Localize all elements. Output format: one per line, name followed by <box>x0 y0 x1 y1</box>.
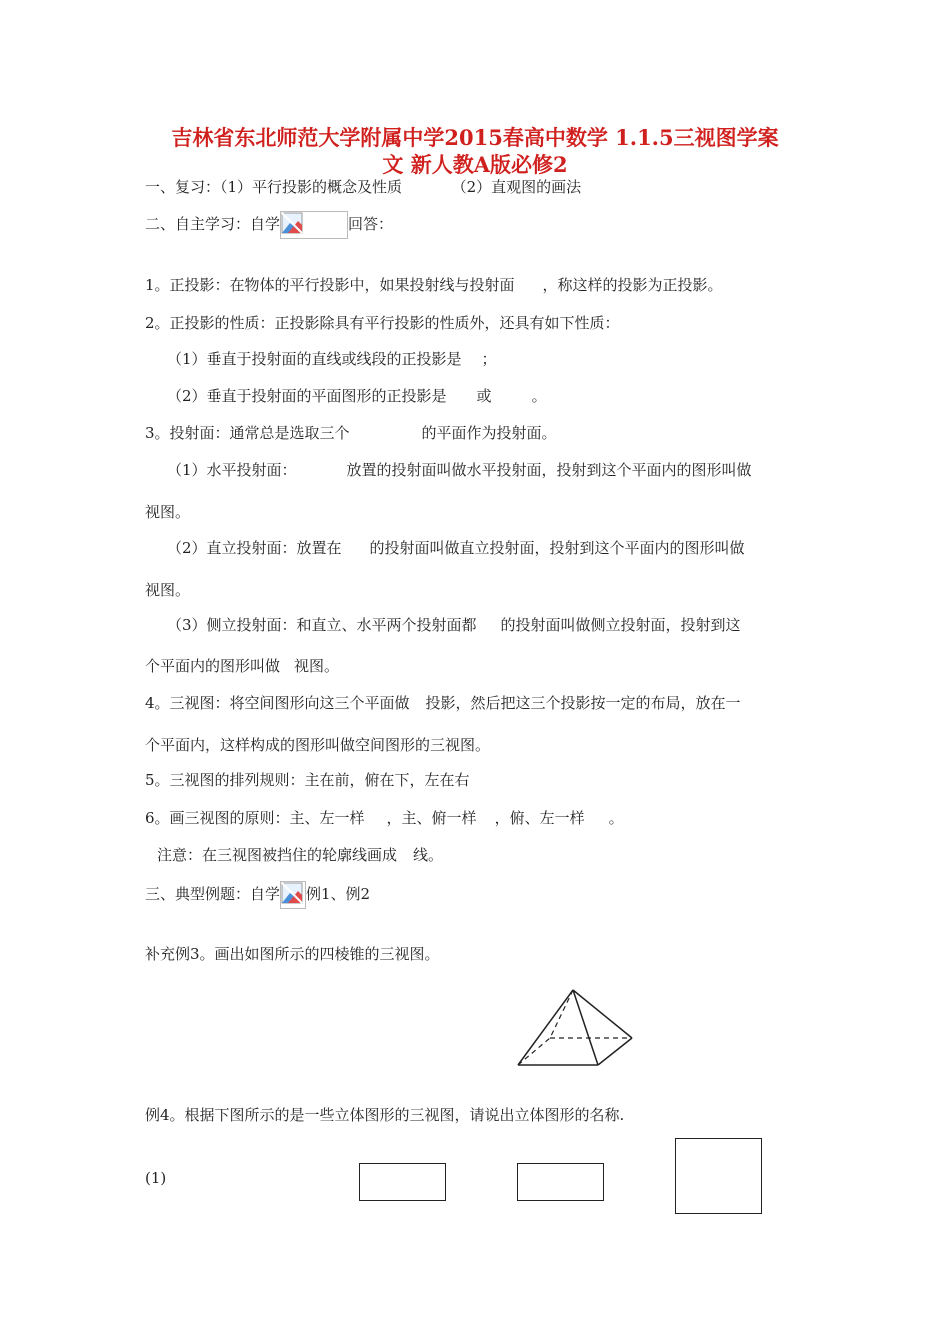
p3-1-text-a: （1）水平投射面： <box>167 461 297 479</box>
p2-1-text-b: ； <box>481 350 497 368</box>
examples-ref: 例1、例2 <box>306 885 371 903</box>
pyramid-figure <box>510 985 640 1075</box>
self-study-answer: 回答： <box>348 215 394 233</box>
review-label: 一、复习：（1）平行投影的概念及性质 <box>145 178 403 196</box>
broken-image-icon <box>280 211 348 239</box>
paragraph-4-cont: 个平面内，这样构成的图形叫做空间图形的三视图。 <box>145 736 491 754</box>
p6-text-d: 。 <box>608 809 624 827</box>
p4-text-a: 4。三视图：将空间图形向这三个平面做 <box>145 694 410 712</box>
note-line <box>157 845 443 865</box>
note-text-b: 线。 <box>413 846 444 864</box>
paragraph-5: 5。三视图的排列规则：主在前，俯在下，左在右 <box>145 771 470 789</box>
review-line <box>145 177 581 197</box>
p6-text-b: ，主、俯一样 <box>386 809 477 827</box>
p6-text-c: ，俯、左一样 <box>494 809 585 827</box>
paragraph-3-1 <box>167 460 752 480</box>
example-4-1-label: (1) <box>145 1169 167 1187</box>
front-view-rectangle <box>359 1163 446 1201</box>
p3-2-text-a: （2）直立投射面：放置在 <box>167 539 342 557</box>
self-study-line <box>145 210 393 239</box>
paragraph-3-2-cont: 视图。 <box>145 581 191 599</box>
document-title-line1: 吉林省东北师范大学附属中学2015春高中数学 1.1.5三视图学案 <box>171 125 779 150</box>
review-item-2: （2）直观图的画法 <box>451 178 582 196</box>
p3-3-text-b: 的投射面叫做侧立投射面，投射到这 <box>500 616 741 634</box>
paragraph-2-2 <box>167 386 547 406</box>
paragraph-6 <box>145 808 624 828</box>
p4-text-b: 投影，然后把这三个投影按一定的布局，放在一 <box>425 694 741 712</box>
paragraph-3-3-cont <box>145 656 339 676</box>
p3-2-text-b: 的投射面叫做直立投射面，投射到这个平面内的图形叫做 <box>369 539 745 557</box>
p6-text-a: 6。画三视图的原则：主、左一样 <box>145 809 365 827</box>
side-view-rectangle <box>517 1163 604 1201</box>
paragraph-4 <box>145 693 741 713</box>
pyramid-edge <box>573 990 632 1038</box>
p3-text-b: 的平面作为投射面。 <box>421 424 557 442</box>
paragraph-2-1 <box>167 349 497 369</box>
example-3: 补充例3。画出如图所示的四棱锥的三视图。 <box>145 945 440 963</box>
p3-3-text-a: （3）侧立投射面：和直立、水平两个投射面都 <box>167 616 477 634</box>
document-title-line2: 文 新人教A版必修2 <box>382 152 568 177</box>
top-view-square <box>675 1138 762 1214</box>
paragraph-3-2 <box>167 538 745 558</box>
p1-text-b: ，称这样的投影为正投影。 <box>542 276 723 294</box>
example-4: 例4。根据下图所示的是一些立体图形的三视图，请说出立体图形的名称. <box>145 1106 625 1124</box>
pyramid-base-edge <box>598 1038 632 1065</box>
pyramid-edge <box>518 990 573 1065</box>
note-text-a: 注意：在三视图被挡住的轮廓线画成 <box>157 846 398 864</box>
p3-text-a: 3。投射面：通常总是选取三个 <box>145 424 350 442</box>
examples-text: 三、典型例题：自学 <box>145 885 281 903</box>
paragraph-3 <box>145 423 557 443</box>
p3-3-text-c: 个平面内的图形叫做 <box>145 657 281 675</box>
p2-1-text-a: （1）垂直于投射面的直线或线段的正投影是 <box>167 350 462 368</box>
pyramid-hidden-edge <box>550 990 573 1038</box>
paragraph-2: 2。正投影的性质：正投影除具有平行投影的性质外，还具有如下性质： <box>145 314 620 332</box>
paragraph-1 <box>145 275 723 295</box>
examples-line <box>145 880 370 909</box>
p3-1-text-b: 放置的投射面叫做水平投射面，投射到这个平面内的图形叫做 <box>346 461 752 479</box>
broken-image-icon <box>280 881 306 909</box>
pyramid-edge <box>573 990 598 1065</box>
p1-text-a: 1。正投影：在物体的平行投影中，如果投射线与投射面 <box>145 276 515 294</box>
p2-2-text-b: 或 <box>476 387 492 405</box>
paragraph-3-1-cont: 视图。 <box>145 503 191 521</box>
p2-2-text-a: （2）垂直于投射面的平面图形的正投影是 <box>167 387 447 405</box>
paragraph-3-3 <box>167 615 741 635</box>
p2-2-text-c: 。 <box>531 387 547 405</box>
p3-3-text-d: 视图。 <box>294 657 340 675</box>
self-study-text: 二、自主学习：自学 <box>145 215 281 233</box>
